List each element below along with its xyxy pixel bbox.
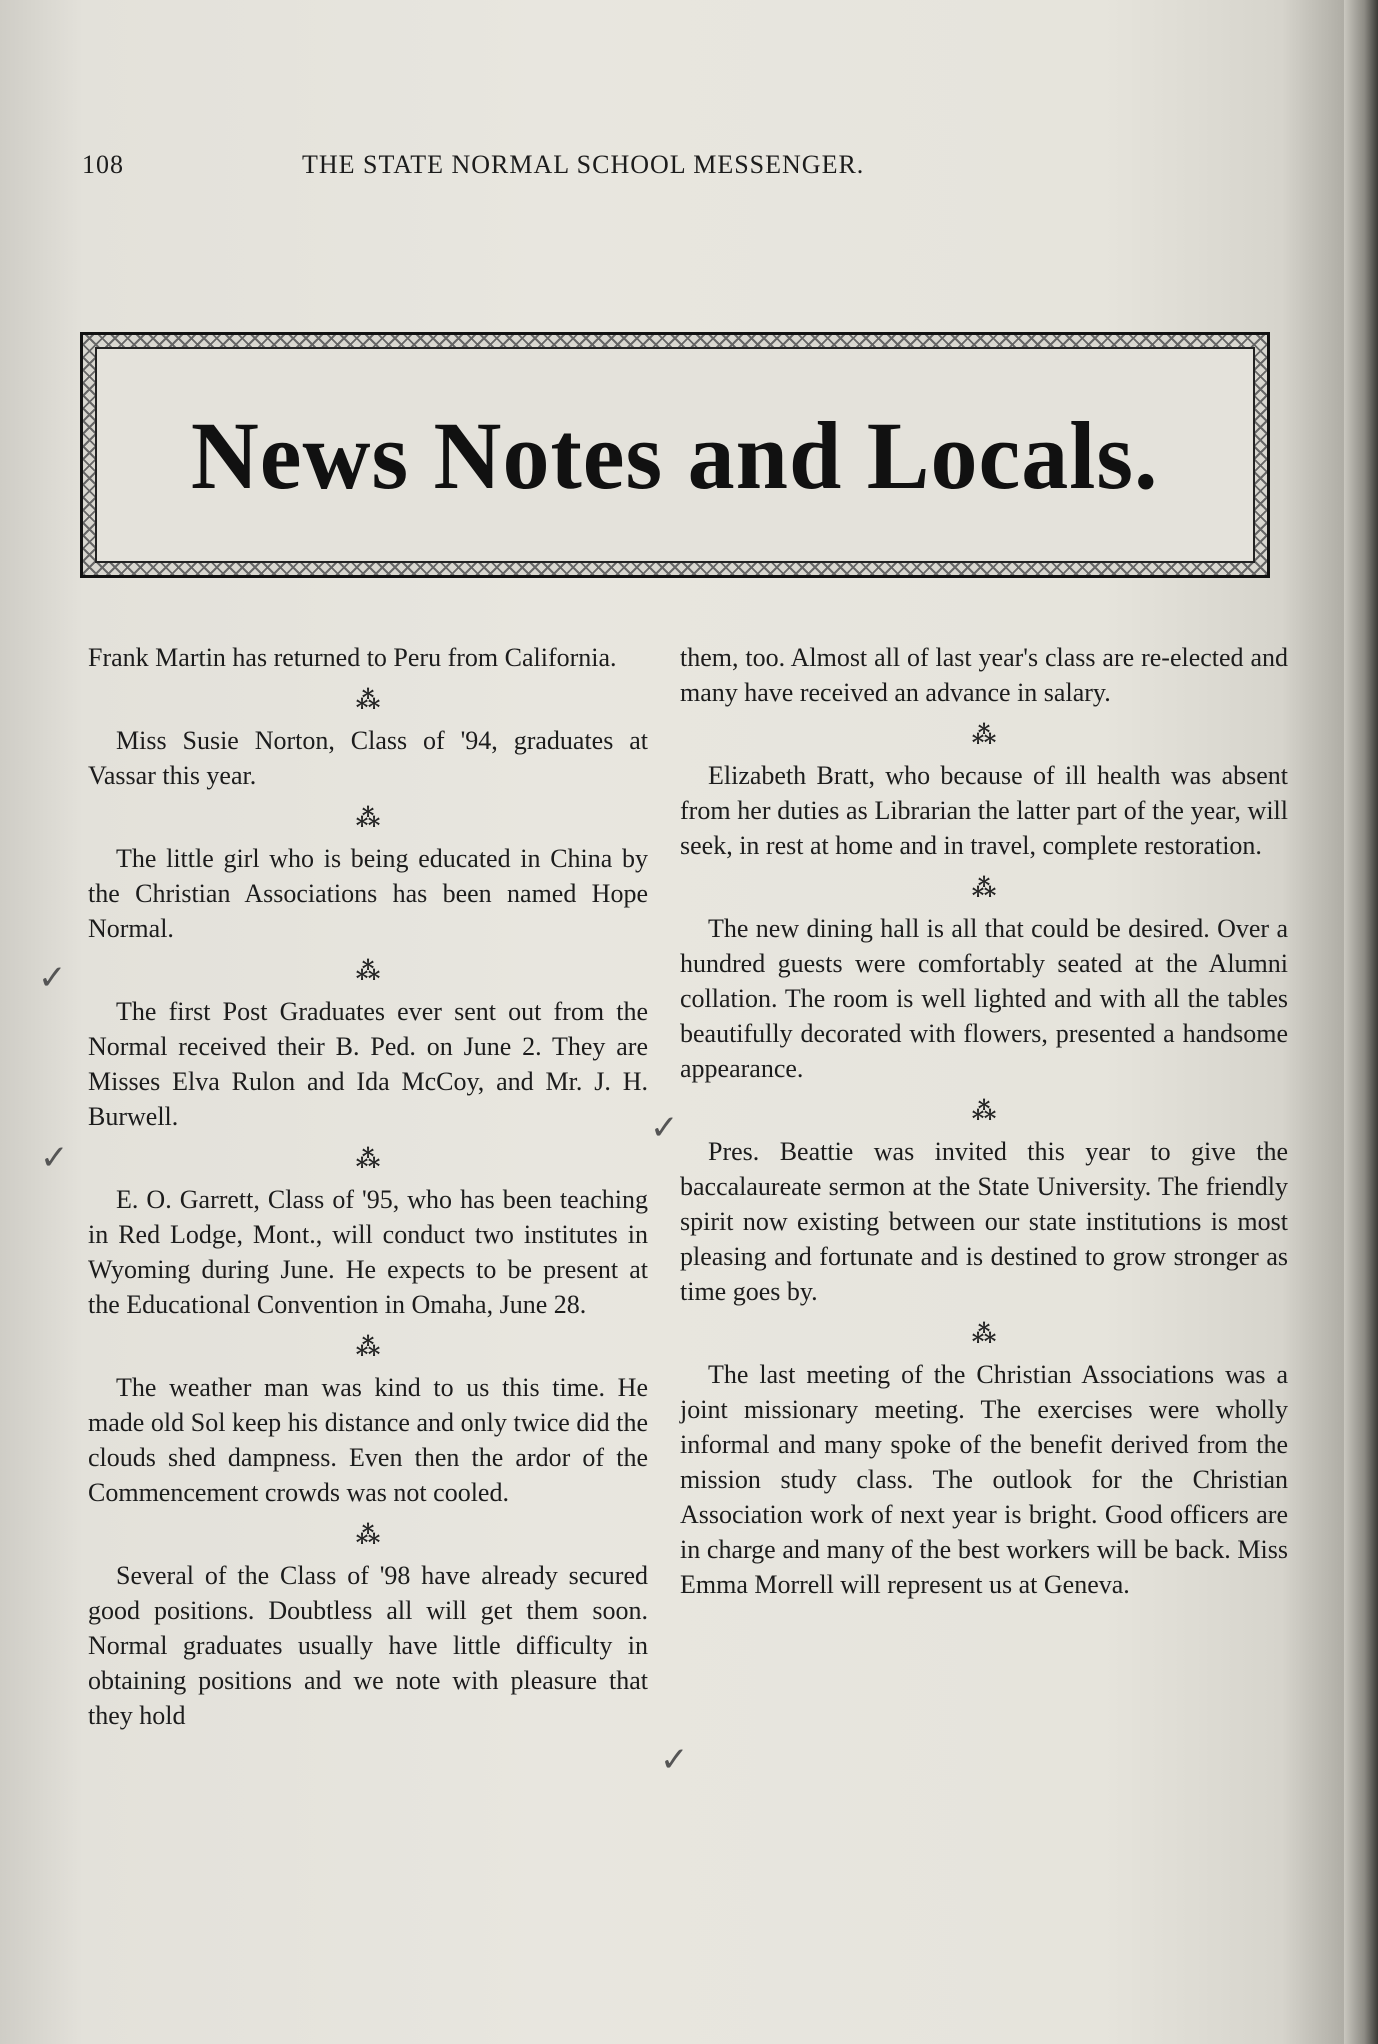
news-item: Several of the Class of '98 have already secured good positions. Doubtless all will get them soon. Normal graduates usually have little difficulty in obtaining positions and we note with pleasure that they hold [88,1561,648,1730]
margin-tick-mark: ✓ [650,1108,679,1148]
news-item-continued: them, too. Almost all of last year's class are re-elected and many have received an advance in salary. [680,643,1288,707]
banner-inner-frame [95,347,1255,563]
section-banner [80,332,1270,578]
item-separator-ornament: ⁂ [355,959,381,985]
item-separator-ornament: ⁂ [971,876,997,902]
item-separator-ornament: ⁂ [355,1147,381,1173]
item-separator-ornament: ⁂ [971,1099,997,1125]
page-binding-edge [1344,0,1378,2044]
item-separator-ornament: ⁂ [355,806,381,832]
right-column [680,640,1288,1602]
news-item: The first Post Graduates ever sent out from the Normal received their B. Ped. on June 2. They are Misses Elva Rulon and Ida McCoy, and Mr. J. H. Burwell. [88,997,648,1131]
journal-title: THE STATE NORMAL SCHOOL MESSENGER. [302,150,865,179]
item-separator-ornament: ⁂ [355,1335,381,1361]
news-item: The weather man was kind to us this time. He made old Sol keep his distance and only twice did the clouds shed dampness. Even then the ardor of the Commencement crowds was not cooled. [88,1373,648,1507]
margin-tick-mark: ✓ [40,1138,69,1178]
left-column [88,640,648,1733]
section-title: News Notes and Locals. [191,401,1159,509]
news-item: Miss Susie Norton, Class of '94, graduates at Vassar this year. [88,726,648,790]
news-item: The new dining hall is all that could be desired. Over a hundred guests were comfortably seated at the Alumni collation. The room is well lighted and with all the tables beautifully decorated with flowers, presented a handsome appearance. [680,914,1288,1083]
item-separator-ornament: ⁂ [355,688,381,714]
item-separator-ornament: ⁂ [971,723,997,749]
news-item: Pres. Beattie was invited this year to give the baccalaureate sermon at the State University. The friendly spirit now existing between our state institutions is most pleasing and fortunate and is destined to grow stronger as time goes by. [680,1137,1288,1306]
news-item: Frank Martin has returned to Peru from California. [88,643,617,672]
margin-tick-mark: ✓ [660,1740,689,1780]
news-item: Elizabeth Bratt, who because of ill health was absent from her duties as Librarian the latter part of the year, will seek, in rest at home and in travel, complete restoration. [680,761,1288,860]
item-separator-ornament: ⁂ [971,1322,997,1348]
margin-tick-mark: ✓ [38,958,67,998]
news-item: E. O. Garrett, Class of '95, who has been teaching in Red Lodge, Mont., will conduct two institutes in Wyoming during June. He expects to be present at the Educational Convention in Omaha, June 28. [88,1185,648,1319]
page-number: 108 [82,150,124,179]
news-item: The last meeting of the Christian Associations was a joint missionary meeting. The exercises were wholly informal and many spoke of the benefit derived from the mission study class. The outlook for the Christian Association work of next year is bright. Good officers are in charge and many of the best workers will be back. Miss Emma Morrell will represent us at Geneva. [680,1360,1288,1599]
running-head [82,150,1262,190]
item-separator-ornament: ⁂ [355,1523,381,1549]
news-item: The little girl who is being educated in China by the Christian Associations has been named Hope Normal. [88,844,648,943]
